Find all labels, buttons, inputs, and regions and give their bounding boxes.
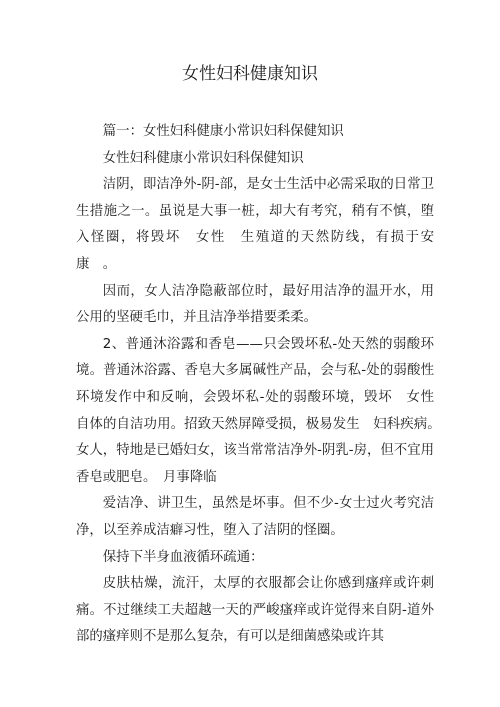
paragraph: 篇一：女性妇科健康小常识妇科保健知识 <box>102 124 344 139</box>
paragraph: 女性妇科健康小常识妇科保健知识 <box>102 150 304 166</box>
paragraph: 皮肤枯燥，流汗，太厚的衣服都会让你感到瘙痒或许刺痛。不过继续工夫超越一天的严峻瘙痒或许觉得来自阴-道外部的瘙痒则不是那么复杂，有可以是细菌感染或许其 <box>76 576 434 645</box>
paragraph: 因而，女人洁净隐蔽部位时，最好用洁净的温开水，用公用的坚硬毛巾，并且洁净举措要柔柔。 <box>76 283 434 326</box>
paragraph: 2、普通沐浴露和香皂——只会毁坏私-处天然的弱酸环境。普通沐浴露、香皂大多属碱性产品，会与私-处的弱酸性环境发作中和反响，会毁坏私-处的弱酸环境，毁坏 女性 自体的自洁功用。招致天然屏障受损，极易发生 妇科疾病。 女人，特地是已婚妇女，该当常常洁净外-阴乳-房，但不宜用香皂或肥皂。 月事降临 <box>76 336 448 485</box>
paragraph: 爱洁净、讲卫生，虽然是坏事。但不少-女士过火考究洁净，以至养成洁癖习性，堕入了洁阴的怪圈。 <box>76 496 434 538</box>
document-body <box>76 119 448 651</box>
paragraph: 保持下半身血液循环疏通： <box>102 549 264 565</box>
document-title: 女性妇科健康知识 <box>182 64 318 84</box>
paragraph: 洁阴，即洁净外-阴-部，是女士生活中必需采取的日常卫生措施之一。虽说是大事一桩，却大有考究，稍有不慎，堕入怪圈，将毁坏 女性 生殖道的天然防线，有损于安康 。 <box>76 177 434 272</box>
